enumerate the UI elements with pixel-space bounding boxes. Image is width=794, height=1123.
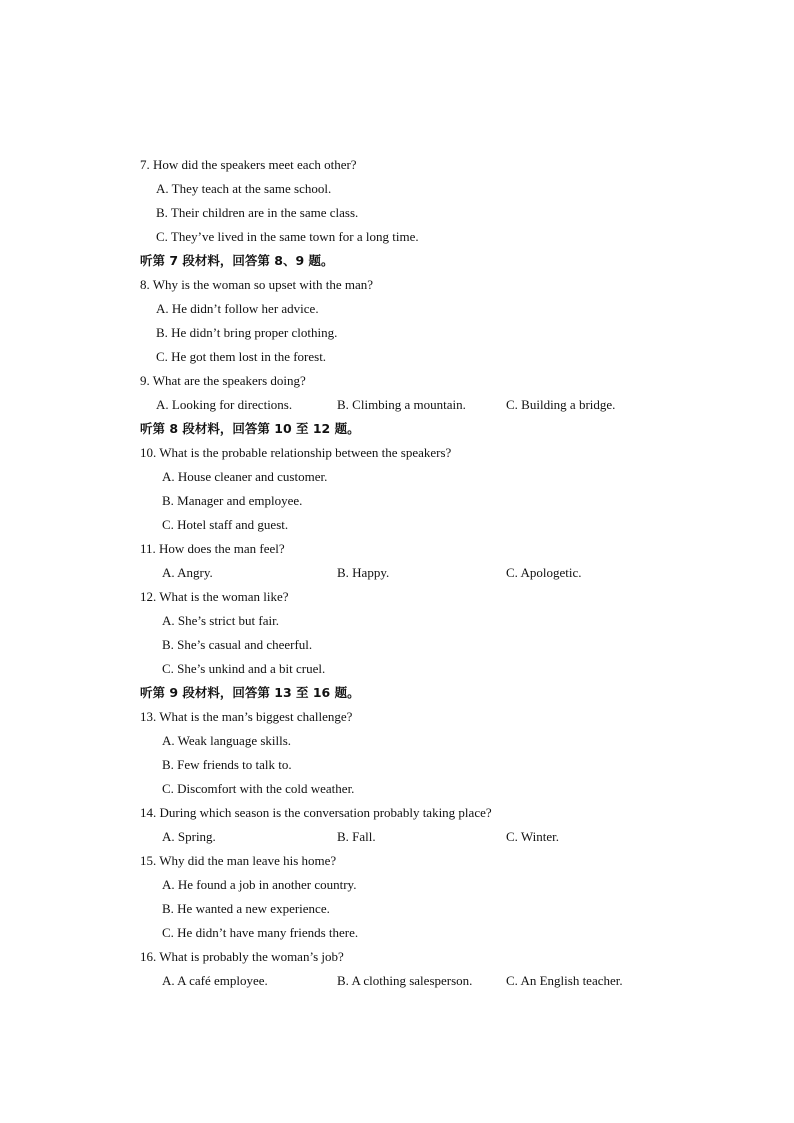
- question-8-option-c: C. He got them lost in the forest.: [156, 349, 327, 364]
- section-8-heading: 听第 8 段材料，回答第 10 至 12 题。: [140, 421, 360, 436]
- question-12-option-b: B. She’s casual and cheerful.: [162, 637, 313, 652]
- question-8-option-a: A. He didn’t follow her advice.: [156, 301, 319, 316]
- question-9-option-a: A. Looking for directions.: [156, 397, 293, 412]
- question-11-option-a: A. Angry.: [162, 565, 213, 580]
- question-16-option-a: A. A café employee.: [162, 973, 268, 988]
- question-8-stem: 8. Why is the woman so upset with the man?: [140, 277, 374, 292]
- question-7-option-b: B. Their children are in the same class.: [156, 205, 359, 220]
- question-7-option-c: C. They’ve lived in the same town for a long time.: [156, 229, 419, 244]
- question-7-option-a: A. They teach at the same school.: [156, 181, 332, 196]
- section-7-heading: 听第 7 段材料，回答第 8、9 题。: [140, 253, 334, 268]
- question-13-option-c: C. Discomfort with the cold weather.: [162, 781, 355, 796]
- question-11-option-b: B. Happy.: [337, 565, 390, 580]
- question-15-option-b: B. He wanted a new experience.: [162, 901, 330, 916]
- question-12-option-a: A. She’s strict but fair.: [162, 613, 279, 628]
- question-12-option-c: C. She’s unkind and a bit cruel.: [162, 661, 326, 676]
- question-13-option-a: A. Weak language skills.: [162, 733, 292, 748]
- question-10-option-c: C. Hotel staff and guest.: [162, 517, 289, 532]
- question-12-stem: 12. What is the woman like?: [140, 589, 289, 604]
- question-11-options-row: [162, 561, 682, 585]
- question-16-option-b: B. A clothing salesperson.: [337, 973, 473, 988]
- question-14-options-row: [162, 825, 682, 849]
- question-10-option-a: A. House cleaner and customer.: [162, 469, 328, 484]
- question-9-option-c: C. Building a bridge.: [506, 397, 616, 412]
- section-9-heading: 听第 9 段材料，回答第 13 至 16 题。: [140, 685, 360, 700]
- question-13-stem: 13. What is the man’s biggest challenge?: [140, 709, 353, 724]
- question-13-option-b: B. Few friends to talk to.: [162, 757, 292, 772]
- question-16-options-row: [162, 969, 682, 993]
- question-16-stem: 16. What is probably the woman’s job?: [140, 949, 344, 964]
- question-11-stem: 11. How does the man feel?: [140, 541, 285, 556]
- question-14-option-a: A. Spring.: [162, 829, 216, 844]
- question-14-option-c: C. Winter.: [506, 829, 560, 844]
- question-11-option-c: C. Apologetic.: [506, 565, 582, 580]
- question-15-stem: 15. Why did the man leave his home?: [140, 853, 337, 868]
- question-14-stem: 14. During which season is the conversation probably taking place?: [140, 805, 492, 820]
- question-10-option-b: B. Manager and employee.: [162, 493, 303, 508]
- question-15-option-a: A. He found a job in another country.: [162, 877, 357, 892]
- question-14-option-b: B. Fall.: [337, 829, 376, 844]
- question-8-option-b: B. He didn’t bring proper clothing.: [156, 325, 338, 340]
- question-15-option-c: C. He didn’t have many friends there.: [162, 925, 359, 940]
- question-16-option-c: C. An English teacher.: [506, 973, 623, 988]
- question-9-option-b: B. Climbing a mountain.: [337, 397, 466, 412]
- question-9-stem: 9. What are the speakers doing?: [140, 373, 306, 388]
- question-10-stem: 10. What is the probable relationship between the speakers?: [140, 445, 452, 460]
- question-7-stem: 7. How did the speakers meet each other?: [140, 157, 357, 172]
- question-9-options-row: [156, 393, 676, 417]
